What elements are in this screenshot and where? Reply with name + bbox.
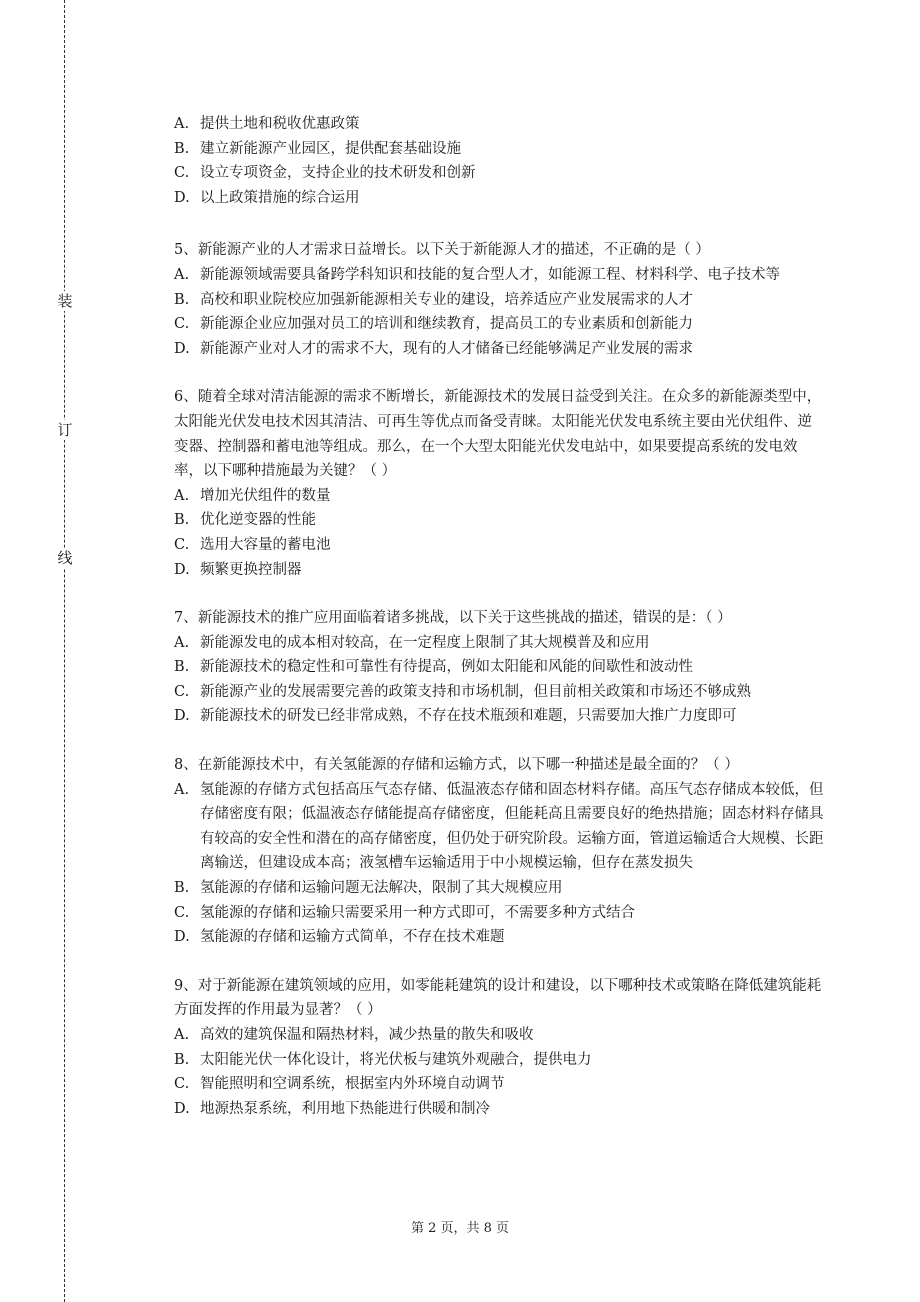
option-d (174, 925, 824, 950)
option-c (174, 1072, 824, 1097)
option-a (174, 263, 824, 288)
option-d (174, 558, 824, 583)
option-c (174, 312, 824, 337)
option-letter: B. (174, 1051, 190, 1068)
option-b (174, 655, 824, 680)
option-b (174, 508, 824, 533)
binding-char-xian: 线 (55, 548, 75, 568)
option-text: 以上政策措施的综合运用 (200, 189, 360, 206)
option-letter: B. (174, 140, 190, 157)
option-b (174, 876, 824, 901)
option-b (174, 288, 824, 313)
option-text: 新能源产业的发展需要完善的政策支持和市场机制，但目前相关政策和市场还不够成熟 (200, 683, 751, 700)
question-stem: 5、新能源产业的人才需求日益增长。以下关于新能源人才的描述，不正确的是（ ） (174, 242, 710, 259)
option-letter: D. (174, 189, 190, 206)
option-text: 新能源技术的研发已经非常成熟，不存在技术瓶颈和难题，只需要加大推广力度即可 (200, 708, 737, 725)
option-letter: B. (174, 291, 190, 308)
option-letter: C. (174, 165, 190, 182)
question-stem: 6、随着全球对清洁能源的需求不断增长，新能源技术的发展日益受到关注。在众多的新能源类型中，太阳能光伏发电技术因其清洁、可再生等优点而备受青睐。太阳能光伏发电系统主要由光伏组件、逆变器、控制器和蓄电池等组成。那么，在一个大型太阳能光伏发电站中，如果要提高系统的发电效率，以下哪种措施最为关键？（ ） (174, 389, 822, 480)
option-text: 氢能源的存储方式包括高压气态存储、低温液态存储和固态材料存储。高压气态存储成本较低，但存储密度有限；低温液态存储能提高存储密度，但能耗高且需要良好的绝热措施；固态材料存储具有较高的安全性和潜在的高存储密度，但仍处于研究阶段。运输方面，管道运输适合大规模、长距离输送，但建设成本高；液氢槽车运输适用于中小规模运输，但存在蒸发损失 (200, 781, 824, 872)
question-list (174, 112, 824, 1145)
option-a (174, 1023, 824, 1048)
option-text: 氢能源的存储和运输问题无法解决，限制了其大规模应用 (200, 880, 563, 897)
option-a (174, 112, 824, 137)
page-number-footer: 第 2 页，共 8 页 (410, 1221, 510, 1236)
option-text: 建立新能源产业园区，提供配套基础设施 (200, 140, 461, 157)
option-letter: B. (174, 880, 190, 897)
option-d (174, 704, 824, 729)
question-7 (174, 606, 824, 729)
binding-dashed-line (64, 0, 65, 1302)
option-c (174, 680, 824, 705)
option-text: 太阳能光伏一体化设计，将光伏板与建筑外观融合，提供电力 (200, 1051, 592, 1068)
option-text: 增加光伏组件的数量 (200, 487, 331, 504)
option-letter: C. (174, 904, 190, 921)
option-text: 频繁更换控制器 (200, 561, 302, 578)
option-letter: D. (174, 929, 190, 946)
option-letter: B. (174, 512, 190, 529)
option-b (174, 137, 824, 162)
option-c (174, 533, 824, 558)
option-d (174, 1097, 824, 1122)
question-9 (174, 974, 824, 1122)
option-c (174, 161, 824, 186)
binding-char-zhuang: 装 (55, 291, 75, 311)
option-text: 新能源发电的成本相对较高，在一定程度上限制了其大规模普及和应用 (200, 634, 650, 651)
option-text: 地源热泵系统，利用地下热能进行供暖和制冷 (200, 1100, 490, 1117)
option-b (174, 1048, 824, 1073)
option-text: 新能源企业应加强对员工的培训和继续教育，提高员工的专业素质和创新能力 (200, 316, 693, 333)
option-letter: D. (174, 340, 190, 357)
question-8 (174, 753, 824, 950)
option-letter: C. (174, 1076, 190, 1093)
question-6 (174, 385, 824, 582)
option-letter: C. (174, 683, 190, 700)
option-a (174, 778, 824, 876)
option-text: 高校和职业院校应加强新能源相关专业的建设，培养适应产业发展需求的人才 (200, 291, 693, 308)
option-text: 选用大容量的蓄电池 (200, 536, 331, 553)
option-letter: A. (174, 487, 190, 504)
option-text: 新能源领域需要具备跨学科知识和技能的复合型人才，如能源工程、材料科学、电子技术等 (200, 266, 780, 283)
option-letter: D. (174, 561, 190, 578)
option-text: 新能源技术的稳定性和可靠性有待提高，例如太阳能和风能的间歇性和波动性 (200, 659, 693, 676)
binding-char-ding: 订 (55, 420, 75, 440)
option-d (174, 186, 824, 211)
question-stem: 7、新能源技术的推广应用面临着诸多挑战，以下关于这些挑战的描述，错误的是：（ ） (174, 610, 732, 627)
option-text: 新能源产业对人才的需求不大，现有的人才储备已经能够满足产业发展的需求 (200, 340, 693, 357)
option-text: 高效的建筑保温和隔热材料，减少热量的散失和吸收 (200, 1027, 534, 1043)
option-letter: C. (174, 536, 190, 553)
option-letter: A. (174, 781, 190, 798)
option-a (174, 484, 824, 509)
option-text: 氢能源的存储和运输方式简单，不存在技术难题 (200, 929, 505, 946)
option-text: 智能照明和空调系统，根据室内外环境自动调节 (200, 1076, 505, 1093)
option-a (174, 631, 824, 656)
option-letter: D. (174, 1100, 190, 1117)
option-letter: A. (174, 266, 190, 283)
question-4-continued (174, 112, 824, 210)
option-text: 提供土地和税收优惠政策 (200, 116, 360, 132)
question-stem: 9、对于新能源在建筑领域的应用，如零能耗建筑的设计和建设，以下哪种技术或策略在降低建筑能耗方面发挥的作用最为显著？（ ） (174, 977, 822, 1019)
option-letter: B. (174, 659, 190, 676)
option-letter: D. (174, 708, 190, 725)
question-stem: 8、在新能源技术中，有关氢能源的存储和运输方式，以下哪一种描述是最全面的？（ ） (174, 757, 739, 774)
option-letter: A. (174, 634, 190, 651)
option-text: 优化逆变器的性能 (200, 512, 316, 529)
option-d (174, 337, 824, 362)
option-text: 氢能源的存储和运输只需要采用一种方式即可，不需要多种方式结合 (200, 904, 635, 921)
question-5 (174, 238, 824, 361)
option-letter: A. (174, 1027, 190, 1043)
option-text: 设立专项资金，支持企业的技术研发和创新 (200, 165, 476, 182)
option-letter: C. (174, 316, 190, 333)
option-c (174, 901, 824, 926)
option-letter: A. (174, 116, 190, 132)
